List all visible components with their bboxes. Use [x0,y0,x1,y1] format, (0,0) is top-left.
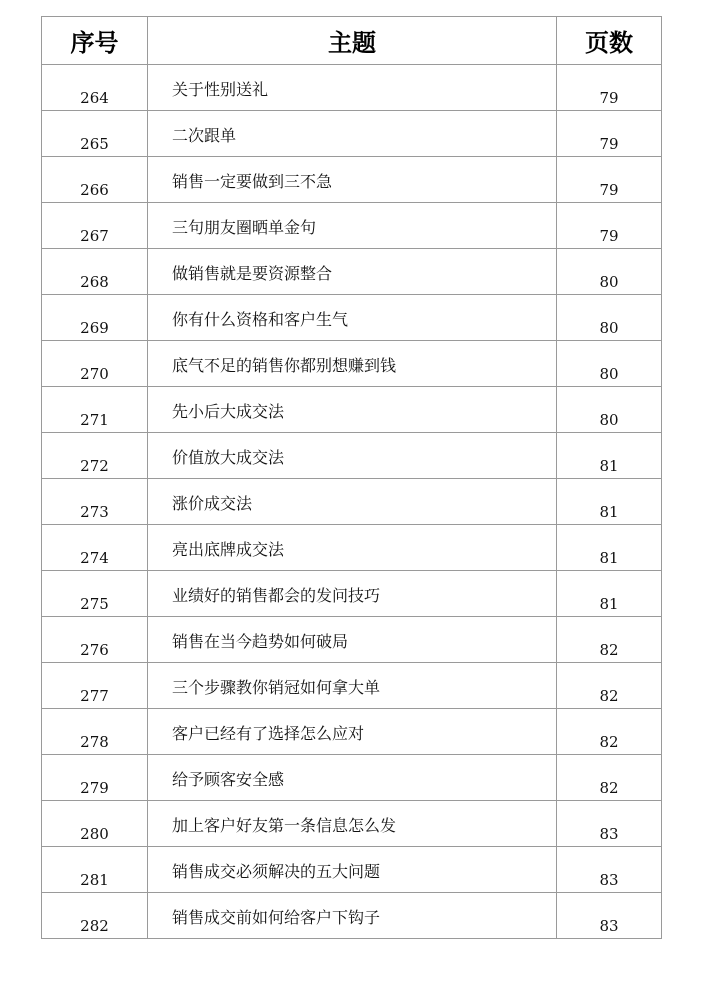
row-topic: 销售在当今趋势如何破局 [148,617,557,663]
row-topic: 先小后大成交法 [148,387,557,433]
row-number: 275 [42,571,148,617]
row-page: 81 [557,571,662,617]
row-page: 80 [557,341,662,387]
row-page: 82 [557,755,662,801]
table-row [42,571,662,617]
row-number: 274 [42,525,148,571]
header-number: 序号 [42,17,148,65]
row-page: 81 [557,479,662,525]
row-topic: 关于性别送礼 [148,65,557,111]
row-topic: 三句朋友圈晒单金句 [148,203,557,249]
row-topic: 销售成交前如何给客户下钩子 [148,893,557,939]
row-topic: 做销售就是要资源整合 [148,249,557,295]
row-page: 82 [557,709,662,755]
table-row [42,709,662,755]
row-number: 272 [42,433,148,479]
table-row [42,341,662,387]
table-row [42,157,662,203]
row-number: 270 [42,341,148,387]
row-number: 266 [42,157,148,203]
table-row [42,617,662,663]
row-page: 82 [557,617,662,663]
row-topic: 业绩好的销售都会的发问技巧 [148,571,557,617]
row-topic: 底气不足的销售你都别想赚到钱 [148,341,557,387]
row-page: 80 [557,249,662,295]
table-row [42,755,662,801]
row-number: 276 [42,617,148,663]
row-number: 267 [42,203,148,249]
row-number: 281 [42,847,148,893]
row-page: 79 [557,65,662,111]
row-topic: 价值放大成交法 [148,433,557,479]
header-page: 页数 [557,17,662,65]
header-topic: 主题 [148,17,557,65]
table-row [42,893,662,939]
row-number: 271 [42,387,148,433]
row-page: 81 [557,525,662,571]
row-page: 83 [557,801,662,847]
row-page: 80 [557,295,662,341]
row-topic: 亮出底牌成交法 [148,525,557,571]
table-row [42,249,662,295]
row-page: 81 [557,433,662,479]
row-topic: 给予顾客安全感 [148,755,557,801]
row-topic: 客户已经有了选择怎么应对 [148,709,557,755]
row-number: 268 [42,249,148,295]
row-topic: 销售成交必须解决的五大问题 [148,847,557,893]
table-row [42,525,662,571]
table-row [42,203,662,249]
row-number: 279 [42,755,148,801]
header-row [42,17,662,65]
row-number: 273 [42,479,148,525]
row-number: 282 [42,893,148,939]
table-body [42,65,662,939]
table-row [42,801,662,847]
row-number: 265 [42,111,148,157]
row-page: 82 [557,663,662,709]
row-number: 277 [42,663,148,709]
row-page: 83 [557,893,662,939]
row-number: 278 [42,709,148,755]
row-number: 280 [42,801,148,847]
row-page: 79 [557,111,662,157]
table-row [42,387,662,433]
table-row [42,663,662,709]
row-topic: 二次跟单 [148,111,557,157]
row-page: 83 [557,847,662,893]
table-row [42,111,662,157]
row-page: 79 [557,157,662,203]
row-topic: 三个步骤教你销冠如何拿大单 [148,663,557,709]
row-topic: 加上客户好友第一条信息怎么发 [148,801,557,847]
row-number: 264 [42,65,148,111]
table-row [42,847,662,893]
table-row [42,65,662,111]
table-row [42,295,662,341]
table-header [42,17,662,65]
table-row [42,433,662,479]
row-number: 269 [42,295,148,341]
row-page: 79 [557,203,662,249]
table-row [42,479,662,525]
row-topic: 销售一定要做到三不急 [148,157,557,203]
row-topic: 你有什么资格和客户生气 [148,295,557,341]
table-of-contents [41,16,662,939]
row-page: 80 [557,387,662,433]
row-topic: 涨价成交法 [148,479,557,525]
